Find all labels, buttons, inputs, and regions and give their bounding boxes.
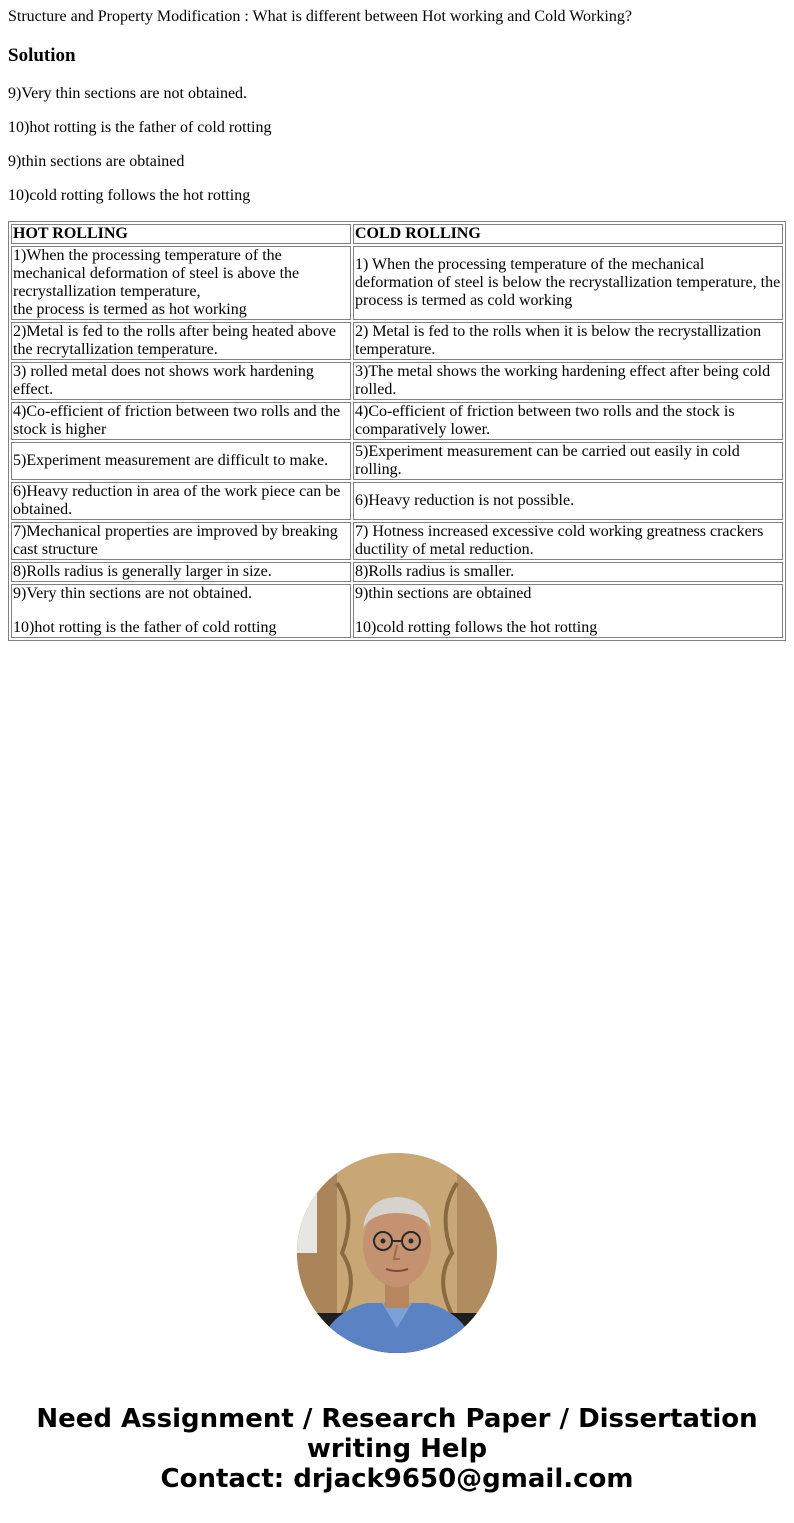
cold-rolling-cell (353, 562, 783, 582)
cell-text: 4)Co-efficient of friction between two rolls and the stock is comparatively lower. (355, 403, 735, 438)
footer-banner (0, 1404, 794, 1494)
cell-text: 10)cold rotting follows the hot rotting (355, 619, 598, 636)
cell-text: 1)When the processing temperature of the mechanical deformation of steel is above the recrystallization temperature, (13, 247, 300, 300)
table-row (11, 562, 783, 582)
hot-rolling-cell (11, 246, 351, 320)
cell-text: 4)Co-efficient of friction between two rolls and the stock is higher (13, 403, 341, 438)
table-body (11, 224, 783, 638)
cell-text: 6)Heavy reduction in area of the work piece can be obtained. (13, 483, 341, 518)
hot-rolling-cell (11, 362, 351, 400)
footer-help-text: Need Assignment / Research Paper / Dissertation writing Help (36, 1404, 758, 1464)
table-row (11, 402, 783, 440)
hot-rolling-cell (11, 562, 351, 582)
hot-rolling-cell (11, 584, 351, 638)
cold-rolling-cell (353, 402, 783, 440)
cold-rolling-cell (353, 442, 783, 480)
hot-rolling-cell (11, 482, 351, 520)
cell-text: 10)hot rotting is the father of cold rotting (13, 619, 277, 636)
table-row (11, 322, 783, 360)
table-row (11, 482, 783, 520)
cold-rolling-cell (353, 522, 783, 560)
author-avatar (297, 1153, 497, 1353)
question-text: Structure and Property Modification : What is different between Hot working and Cold Working? (8, 8, 632, 25)
cell-text: 5)Experiment measurement can be carried out easily in cold rolling. (355, 443, 740, 478)
cell-text: 2)Metal is fed to the rolls after being heated above the recrytallization temperature. (13, 323, 336, 358)
hot-rolling-cell (11, 522, 351, 560)
cell-text: 1) When the processing temperature of the mechanical deformation of steel is below the recrystallization temperature, the process is termed as cold working (355, 256, 781, 309)
cell-text: 3) rolled metal does not shows work hardening effect. (13, 363, 314, 398)
header-hot-rolling: HOT ROLLING (11, 224, 351, 244)
intro-line: 10)hot rotting is the father of cold rotting (8, 119, 272, 136)
cell-text: 3)The metal shows the working hardening effect after being cold rolled. (355, 363, 771, 398)
cell-text: 7)Mechanical properties are improved by breaking cast structure (13, 523, 338, 558)
cell-text: 6)Heavy reduction is not possible. (355, 492, 575, 509)
cold-rolling-cell (353, 322, 783, 360)
intro-line: 9)thin sections are obtained (8, 153, 185, 170)
table-row (11, 246, 783, 320)
intro-line: 10)cold rotting follows the hot rotting (8, 187, 251, 204)
hot-rolling-cell (11, 322, 351, 360)
cell-text: 5)Experiment measurement are difficult to make. (13, 452, 329, 469)
hot-rolling-cell (11, 402, 351, 440)
cell-text: 9)thin sections are obtained (355, 585, 532, 602)
table-header-row (11, 224, 783, 244)
solution-heading: Solution (8, 45, 76, 66)
cell-gap (355, 603, 781, 619)
cell-text: 7) Hotness increased excessive cold working greatness crackers ductility of metal reduction. (355, 523, 764, 558)
cell-text: 8)Rolls radius is smaller. (355, 563, 515, 580)
comparison-table (8, 221, 786, 641)
cold-rolling-cell (353, 584, 783, 638)
cell-text: 9)Very thin sections are not obtained. (13, 585, 253, 602)
table-row (11, 584, 783, 638)
intro-line: 9)Very thin sections are not obtained. (8, 85, 248, 102)
table-row (11, 442, 783, 480)
table-row (11, 522, 783, 560)
cell-text: the process is termed as hot working (13, 301, 247, 318)
cell-text: 8)Rolls radius is generally larger in size. (13, 563, 272, 580)
hot-rolling-cell (11, 442, 351, 480)
table-row (11, 362, 783, 400)
header-cold-rolling: COLD ROLLING (353, 224, 783, 244)
cell-text: 2) Metal is fed to the rolls when it is below the recrystallization temperature. (355, 323, 762, 358)
cell-gap (13, 603, 349, 619)
cold-rolling-cell (353, 362, 783, 400)
cold-rolling-cell (353, 246, 783, 320)
footer-contact-text: Contact: drjack9650@gmail.com (160, 1464, 634, 1494)
author-portrait-image (297, 1153, 497, 1353)
cold-rolling-cell (353, 482, 783, 520)
